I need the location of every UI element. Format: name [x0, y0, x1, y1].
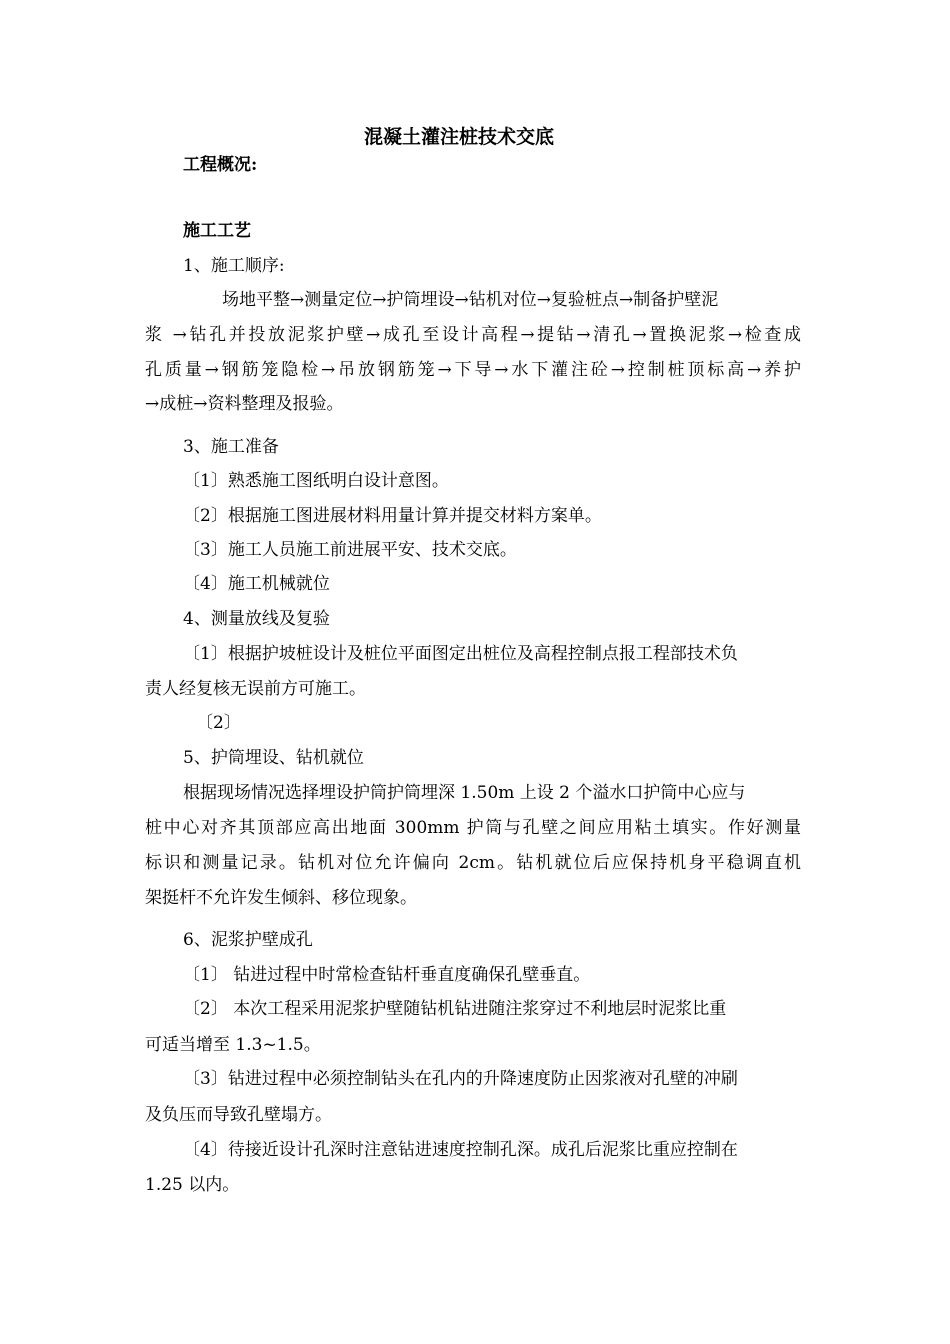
document-title: 混凝土灌注桩技术交底 [364, 126, 555, 148]
section-1-line: 场地平整→测量定位→护筒埋设→钻机对位→复验桩点→制备护壁泥 [222, 290, 719, 310]
section-3-item: 〔3〕施工人员施工前进展平安、技术交底。 [183, 540, 517, 560]
section-3-item: 〔2〕根据施工图进展材料用量计算并提交材料方案单。 [183, 506, 602, 526]
overview-label: 工程概况: [183, 155, 258, 175]
section-3-item: 〔4〕施工机械就位 [183, 574, 330, 594]
section-6-line: 〔3〕钻进过程中必须控制钻头在孔内的升降速度防止因浆液对孔壁的冲刷 [183, 1069, 738, 1089]
section-6-line: 〔2〕 本次工程采用泥浆护壁随钻机钻进随注浆穿过不利地层时泥浆比重 [183, 999, 727, 1019]
section-5-line: 架挺杆不允许发生倾斜、移位现象。 [145, 888, 417, 908]
section-1-line: →成桩→资料整理及报验。 [145, 394, 344, 414]
section-6-line: 〔1〕 钻进过程中时常检查钻杆垂直度确保孔壁垂直。 [183, 965, 591, 985]
section-6-heading: 6、泥浆护壁成孔 [183, 930, 313, 950]
section-4-line: 责人经复核无误前方可施工。 [145, 679, 366, 699]
section-6-line: 及负压而导致孔壁塌方。 [145, 1105, 332, 1125]
section-4-heading: 4、测量放线及复验 [183, 609, 330, 629]
section-4-line: 〔1〕根据护坡桩设计及桩位平面图定出桩位及高程控制点报工程部技术负 [183, 644, 738, 664]
section-5-line: 桩中心对齐其顶部应高出地面 300mm 护筒与孔壁之间应用粘土填实。作好测量 [145, 818, 801, 838]
section-1-line: 浆 →钻孔并投放泥浆护壁→成孔至设计高程→提钻→清孔→置换泥浆→检查成 [145, 325, 801, 345]
section-5-heading: 5、护筒埋设、钻机就位 [183, 748, 364, 768]
section-6-line: 〔4〕待接近设计孔深时注意钻进速度控制孔深。成孔后泥浆比重应控制在 [183, 1140, 738, 1160]
process-label: 施工工艺 [183, 221, 251, 241]
section-3-heading: 3、施工准备 [183, 437, 279, 457]
section-5-line: 根据现场情况选择埋设护筒护筒埋深 1.50m 上设 2 个溢水口护筒中心应与 [183, 783, 746, 803]
section-6-line: 可适当增至 1.3~1.5。 [145, 1035, 321, 1055]
section-3-item: 〔1〕熟悉施工图纸明白设计意图。 [183, 471, 449, 491]
section-1-line: 孔质量→钢筋笼隐检→吊放钢筋笼→下导→水下灌注砼→控制桩顶标高→养护 [145, 360, 801, 380]
section-4-line: 〔2〕 [196, 713, 241, 733]
section-1-heading: 1、施工顺序: [183, 256, 285, 276]
section-6-line: 1.25 以内。 [145, 1175, 240, 1195]
section-5-line: 标识和测量记录。钻机对位允许偏向 2cm。钻机就位后应保持机身平稳调直机 [145, 853, 801, 873]
